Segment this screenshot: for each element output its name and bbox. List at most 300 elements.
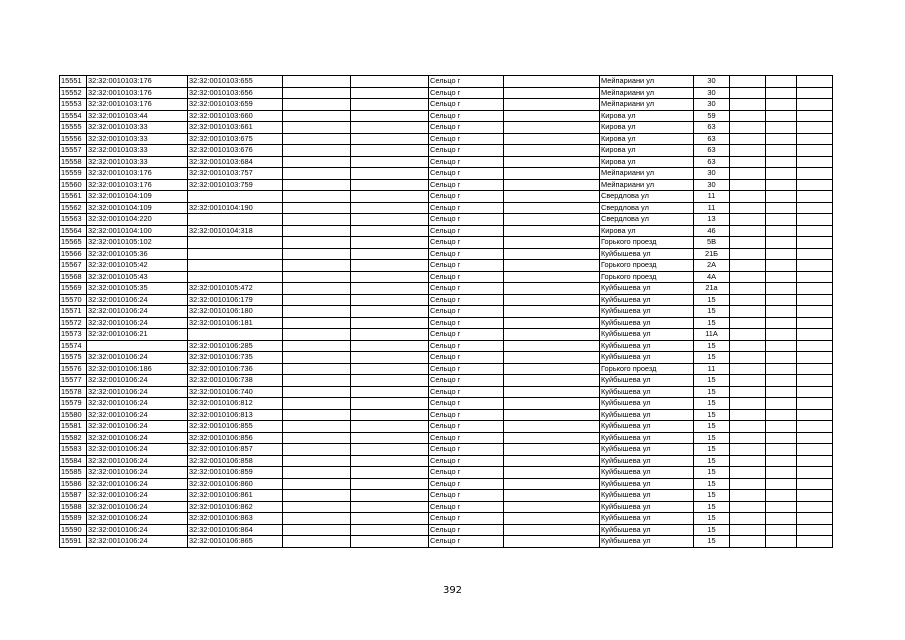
blank-cell (797, 225, 833, 237)
blank-cell (766, 478, 797, 490)
table-row (60, 294, 833, 306)
blank-cell (730, 145, 766, 157)
blank-cell (730, 478, 766, 490)
row-number-cell: 15565 (60, 237, 87, 249)
cadastral-number-cell: 32:32:0010106:864 (188, 524, 283, 536)
cadastral-number-cell: 32:32:0010106:863 (188, 513, 283, 525)
blank-cell (351, 306, 429, 318)
blank-cell (766, 432, 797, 444)
blank-cell (504, 156, 600, 168)
table-row (60, 432, 833, 444)
street-cell: Куйбышева ул (600, 536, 694, 548)
blank-cell (283, 122, 351, 134)
blank-cell (283, 386, 351, 398)
blank-cell (797, 271, 833, 283)
row-number-cell: 15555 (60, 122, 87, 134)
table-row (60, 306, 833, 318)
blank-cell (504, 513, 600, 525)
blank-cell (730, 133, 766, 145)
house-number-cell: 4А (694, 271, 730, 283)
blank-cell (351, 225, 429, 237)
row-number-cell: 15568 (60, 271, 87, 283)
row-number-cell: 15560 (60, 179, 87, 191)
blank-cell (283, 455, 351, 467)
locality-cell: Сельцо г (429, 191, 504, 203)
street-cell: Мейпариани ул (600, 179, 694, 191)
blank-cell (797, 409, 833, 421)
row-number-cell: 15588 (60, 501, 87, 513)
blank-cell (504, 168, 600, 180)
blank-cell (504, 432, 600, 444)
house-number-cell: 30 (694, 99, 730, 111)
locality-cell: Сельцо г (429, 513, 504, 525)
table-row (60, 409, 833, 421)
locality-cell: Сельцо г (429, 87, 504, 99)
house-number-cell: 63 (694, 156, 730, 168)
cadastral-block-cell: 32:32:0010106:24 (87, 455, 188, 467)
house-number-cell: 2А (694, 260, 730, 272)
blank-cell (351, 421, 429, 433)
cadastral-number-cell: 32:32:0010103:684 (188, 156, 283, 168)
cadastral-block-cell: 32:32:0010106:24 (87, 398, 188, 410)
cadastral-block-cell: 32:32:0010106:24 (87, 478, 188, 490)
blank-cell (797, 168, 833, 180)
row-number-cell: 15583 (60, 444, 87, 456)
street-cell: Свердлова ул (600, 214, 694, 226)
blank-cell (766, 524, 797, 536)
street-cell: Мейпариани ул (600, 76, 694, 88)
row-number-cell: 15573 (60, 329, 87, 341)
blank-cell (351, 179, 429, 191)
row-number-cell: 15556 (60, 133, 87, 145)
cadastral-number-cell: 32:32:0010106:285 (188, 340, 283, 352)
blank-cell (283, 375, 351, 387)
blank-cell (504, 386, 600, 398)
street-cell: Мейпариани ул (600, 99, 694, 111)
house-number-cell: 15 (694, 524, 730, 536)
page-number: 392 (442, 585, 463, 596)
locality-cell: Сельцо г (429, 363, 504, 375)
locality-cell: Сельцо г (429, 524, 504, 536)
house-number-cell: 15 (694, 375, 730, 387)
row-number-cell: 15579 (60, 398, 87, 410)
house-number-cell: 15 (694, 317, 730, 329)
blank-cell (730, 179, 766, 191)
blank-cell (766, 87, 797, 99)
blank-cell (766, 283, 797, 295)
street-cell: Куйбышева ул (600, 283, 694, 295)
street-cell: Куйбышева ул (600, 501, 694, 513)
house-number-cell: 15 (694, 444, 730, 456)
row-number-cell: 15571 (60, 306, 87, 318)
house-number-cell: 15 (694, 386, 730, 398)
row-number-cell: 15562 (60, 202, 87, 214)
street-cell: Куйбышева ул (600, 432, 694, 444)
row-number-cell: 15585 (60, 467, 87, 479)
table-row (60, 340, 833, 352)
house-number-cell: 63 (694, 145, 730, 157)
blank-cell (797, 375, 833, 387)
blank-cell (730, 248, 766, 260)
blank-cell (504, 455, 600, 467)
table-row (60, 524, 833, 536)
table-row (60, 329, 833, 341)
blank-cell (730, 99, 766, 111)
blank-cell (504, 99, 600, 111)
blank-cell (766, 352, 797, 364)
blank-cell (504, 490, 600, 502)
house-number-cell: 15 (694, 340, 730, 352)
blank-cell (730, 421, 766, 433)
locality-cell: Сельцо г (429, 421, 504, 433)
table-row (60, 133, 833, 145)
cadastral-block-cell: 32:32:0010105:36 (87, 248, 188, 260)
blank-cell (283, 110, 351, 122)
row-number-cell: 15581 (60, 421, 87, 433)
blank-cell (730, 168, 766, 180)
street-cell: Горького проезд (600, 271, 694, 283)
locality-cell: Сельцо г (429, 271, 504, 283)
cadastral-number-cell: 32:32:0010106:862 (188, 501, 283, 513)
house-number-cell: 15 (694, 536, 730, 548)
blank-cell (730, 340, 766, 352)
locality-cell: Сельцо г (429, 386, 504, 398)
table-row (60, 145, 833, 157)
house-number-cell: 15 (694, 306, 730, 318)
street-cell: Куйбышева ул (600, 329, 694, 341)
row-number-cell: 15589 (60, 513, 87, 525)
blank-cell (766, 260, 797, 272)
table-row (60, 122, 833, 134)
house-number-cell: 15 (694, 490, 730, 502)
blank-cell (283, 248, 351, 260)
cadastral-number-cell: 32:32:0010106:861 (188, 490, 283, 502)
blank-cell (766, 225, 797, 237)
blank-cell (283, 363, 351, 375)
cadastral-number-cell: 32:32:0010103:660 (188, 110, 283, 122)
cadastral-block-cell: 32:32:0010105:102 (87, 237, 188, 249)
blank-cell (797, 352, 833, 364)
cadastral-number-cell (188, 329, 283, 341)
blank-cell (351, 398, 429, 410)
blank-cell (504, 191, 600, 203)
blank-cell (730, 283, 766, 295)
cadastral-number-cell: 32:32:0010104:190 (188, 202, 283, 214)
cadastral-block-cell: 32:32:0010106:24 (87, 524, 188, 536)
street-cell: Куйбышева ул (600, 478, 694, 490)
house-number-cell: 11 (694, 191, 730, 203)
blank-cell (797, 237, 833, 249)
blank-cell (351, 156, 429, 168)
blank-cell (283, 432, 351, 444)
cadastral-block-cell: 32:32:0010105:42 (87, 260, 188, 272)
street-cell: Кирова ул (600, 156, 694, 168)
cadastral-number-cell: 32:32:0010106:738 (188, 375, 283, 387)
cadastral-number-cell (188, 191, 283, 203)
house-number-cell: 15 (694, 294, 730, 306)
row-number-cell: 15587 (60, 490, 87, 502)
cadastral-number-cell: 32:32:0010106:180 (188, 306, 283, 318)
locality-cell: Сельцо г (429, 99, 504, 111)
street-cell: Кирова ул (600, 145, 694, 157)
blank-cell (504, 317, 600, 329)
blank-cell (730, 202, 766, 214)
row-number-cell: 15559 (60, 168, 87, 180)
blank-cell (766, 202, 797, 214)
house-number-cell: 63 (694, 122, 730, 134)
blank-cell (797, 444, 833, 456)
table-row (60, 478, 833, 490)
blank-cell (283, 490, 351, 502)
blank-cell (283, 478, 351, 490)
locality-cell: Сельцо г (429, 168, 504, 180)
blank-cell (797, 214, 833, 226)
locality-cell: Сельцо г (429, 260, 504, 272)
row-number-cell: 15572 (60, 317, 87, 329)
cadastral-block-cell: 32:32:0010104:109 (87, 191, 188, 203)
street-cell: Кирова ул (600, 110, 694, 122)
locality-cell: Сельцо г (429, 110, 504, 122)
blank-cell (351, 386, 429, 398)
blank-cell (504, 306, 600, 318)
blank-cell (766, 317, 797, 329)
blank-cell (351, 294, 429, 306)
blank-cell (351, 87, 429, 99)
blank-cell (283, 283, 351, 295)
blank-cell (283, 340, 351, 352)
row-number-cell: 15584 (60, 455, 87, 467)
blank-cell (351, 133, 429, 145)
house-number-cell: 15 (694, 455, 730, 467)
house-number-cell: 15 (694, 513, 730, 525)
blank-cell (351, 271, 429, 283)
blank-cell (766, 375, 797, 387)
cadastral-block-cell: 32:32:0010106:24 (87, 513, 188, 525)
house-number-cell: 11 (694, 202, 730, 214)
blank-cell (283, 306, 351, 318)
blank-cell (766, 156, 797, 168)
house-number-cell: 15 (694, 352, 730, 364)
locality-cell: Сельцо г (429, 283, 504, 295)
street-cell: Горького проезд (600, 363, 694, 375)
row-number-cell: 15570 (60, 294, 87, 306)
house-number-cell: 15 (694, 501, 730, 513)
cadastral-block-cell: 32:32:0010103:33 (87, 145, 188, 157)
cadastral-number-cell: 32:32:0010106:855 (188, 421, 283, 433)
blank-cell (504, 122, 600, 134)
table-row (60, 283, 833, 295)
row-number-cell: 15577 (60, 375, 87, 387)
blank-cell (283, 87, 351, 99)
blank-cell (351, 317, 429, 329)
blank-cell (730, 375, 766, 387)
cadastral-block-cell: 32:32:0010103:44 (87, 110, 188, 122)
locality-cell: Сельцо г (429, 432, 504, 444)
blank-cell (766, 145, 797, 157)
cadastral-number-cell (188, 260, 283, 272)
blank-cell (797, 179, 833, 191)
cadastral-number-cell: 32:32:0010106:740 (188, 386, 283, 398)
table-row (60, 99, 833, 111)
cadastral-block-cell: 32:32:0010106:21 (87, 329, 188, 341)
blank-cell (283, 352, 351, 364)
cadastral-number-cell: 32:32:0010106:858 (188, 455, 283, 467)
cadastral-block-cell: 32:32:0010106:24 (87, 432, 188, 444)
blank-cell (730, 306, 766, 318)
street-cell: Куйбышева ул (600, 490, 694, 502)
blank-cell (766, 409, 797, 421)
locality-cell: Сельцо г (429, 455, 504, 467)
street-cell: Кирова ул (600, 133, 694, 145)
blank-cell (504, 409, 600, 421)
blank-cell (283, 271, 351, 283)
locality-cell: Сельцо г (429, 156, 504, 168)
blank-cell (797, 191, 833, 203)
house-number-cell: 46 (694, 225, 730, 237)
locality-cell: Сельцо г (429, 352, 504, 364)
blank-cell (283, 329, 351, 341)
blank-cell (797, 455, 833, 467)
blank-cell (504, 179, 600, 191)
blank-cell (504, 225, 600, 237)
cadastral-block-cell: 32:32:0010106:24 (87, 421, 188, 433)
blank-cell (797, 398, 833, 410)
blank-cell (797, 513, 833, 525)
blank-cell (504, 87, 600, 99)
table-row (60, 467, 833, 479)
house-number-cell: 15 (694, 409, 730, 421)
blank-cell (797, 490, 833, 502)
blank-cell (283, 409, 351, 421)
cadastral-number-cell: 32:32:0010106:735 (188, 352, 283, 364)
blank-cell (730, 455, 766, 467)
row-number-cell: 15557 (60, 145, 87, 157)
street-cell: Куйбышева ул (600, 248, 694, 260)
cadastral-block-cell: 32:32:0010106:24 (87, 467, 188, 479)
blank-cell (283, 156, 351, 168)
cadastral-block-cell: 32:32:0010105:43 (87, 271, 188, 283)
street-cell: Кирова ул (600, 122, 694, 134)
blank-cell (797, 76, 833, 88)
locality-cell: Сельцо г (429, 202, 504, 214)
cadastral-block-cell: 32:32:0010104:220 (87, 214, 188, 226)
cadastral-block-cell (87, 340, 188, 352)
blank-cell (504, 340, 600, 352)
street-cell: Куйбышева ул (600, 294, 694, 306)
blank-cell (351, 283, 429, 295)
street-cell: Горького проезд (600, 237, 694, 249)
blank-cell (730, 76, 766, 88)
blank-cell (730, 513, 766, 525)
locality-cell: Сельцо г (429, 490, 504, 502)
blank-cell (504, 260, 600, 272)
locality-cell: Сельцо г (429, 317, 504, 329)
locality-cell: Сельцо г (429, 237, 504, 249)
blank-cell (797, 110, 833, 122)
table-row (60, 179, 833, 191)
blank-cell (766, 294, 797, 306)
blank-cell (283, 191, 351, 203)
blank-cell (504, 524, 600, 536)
locality-cell: Сельцо г (429, 76, 504, 88)
blank-cell (730, 501, 766, 513)
table-row (60, 386, 833, 398)
table-row (60, 87, 833, 99)
locality-cell: Сельцо г (429, 536, 504, 548)
blank-cell (283, 133, 351, 145)
blank-cell (504, 501, 600, 513)
table-row (60, 202, 833, 214)
table-row (60, 352, 833, 364)
blank-cell (766, 76, 797, 88)
row-number-cell: 15564 (60, 225, 87, 237)
table-row (60, 421, 833, 433)
blank-cell (797, 156, 833, 168)
cadastral-number-cell: 32:32:0010103:661 (188, 122, 283, 134)
blank-cell (730, 467, 766, 479)
blank-cell (797, 524, 833, 536)
blank-cell (730, 87, 766, 99)
blank-cell (351, 501, 429, 513)
blank-cell (351, 168, 429, 180)
blank-cell (797, 248, 833, 260)
blank-cell (797, 386, 833, 398)
blank-cell (766, 99, 797, 111)
blank-cell (797, 306, 833, 318)
locality-cell: Сельцо г (429, 375, 504, 387)
blank-cell (766, 421, 797, 433)
cadastral-number-cell: 32:32:0010106:860 (188, 478, 283, 490)
blank-cell (351, 536, 429, 548)
blank-cell (504, 536, 600, 548)
cadastral-number-cell: 32:32:0010103:659 (188, 99, 283, 111)
blank-cell (504, 76, 600, 88)
blank-cell (730, 352, 766, 364)
blank-cell (351, 375, 429, 387)
blank-cell (351, 237, 429, 249)
blank-cell (797, 294, 833, 306)
house-number-cell: 30 (694, 76, 730, 88)
blank-cell (283, 99, 351, 111)
blank-cell (730, 214, 766, 226)
locality-cell: Сельцо г (429, 179, 504, 191)
blank-cell (766, 363, 797, 375)
blank-cell (797, 202, 833, 214)
cadastral-block-cell: 32:32:0010103:176 (87, 76, 188, 88)
street-cell: Куйбышева ул (600, 306, 694, 318)
locality-cell: Сельцо г (429, 398, 504, 410)
row-number-cell: 15582 (60, 432, 87, 444)
cadastral-number-cell: 32:32:0010103:676 (188, 145, 283, 157)
blank-cell (766, 110, 797, 122)
blank-cell (283, 398, 351, 410)
locality-cell: Сельцо г (429, 248, 504, 260)
house-number-cell: 59 (694, 110, 730, 122)
cadastral-number-cell: 32:32:0010103:656 (188, 87, 283, 99)
house-number-cell: 11А (694, 329, 730, 341)
blank-cell (504, 271, 600, 283)
blank-cell (283, 444, 351, 456)
table-row (60, 444, 833, 456)
cadastral-number-cell: 32:32:0010106:859 (188, 467, 283, 479)
blank-cell (730, 191, 766, 203)
cadastral-number-cell (188, 237, 283, 249)
house-number-cell: 21Б (694, 248, 730, 260)
blank-cell (351, 513, 429, 525)
cadastral-block-cell: 32:32:0010103:33 (87, 122, 188, 134)
blank-cell (730, 260, 766, 272)
blank-cell (351, 409, 429, 421)
